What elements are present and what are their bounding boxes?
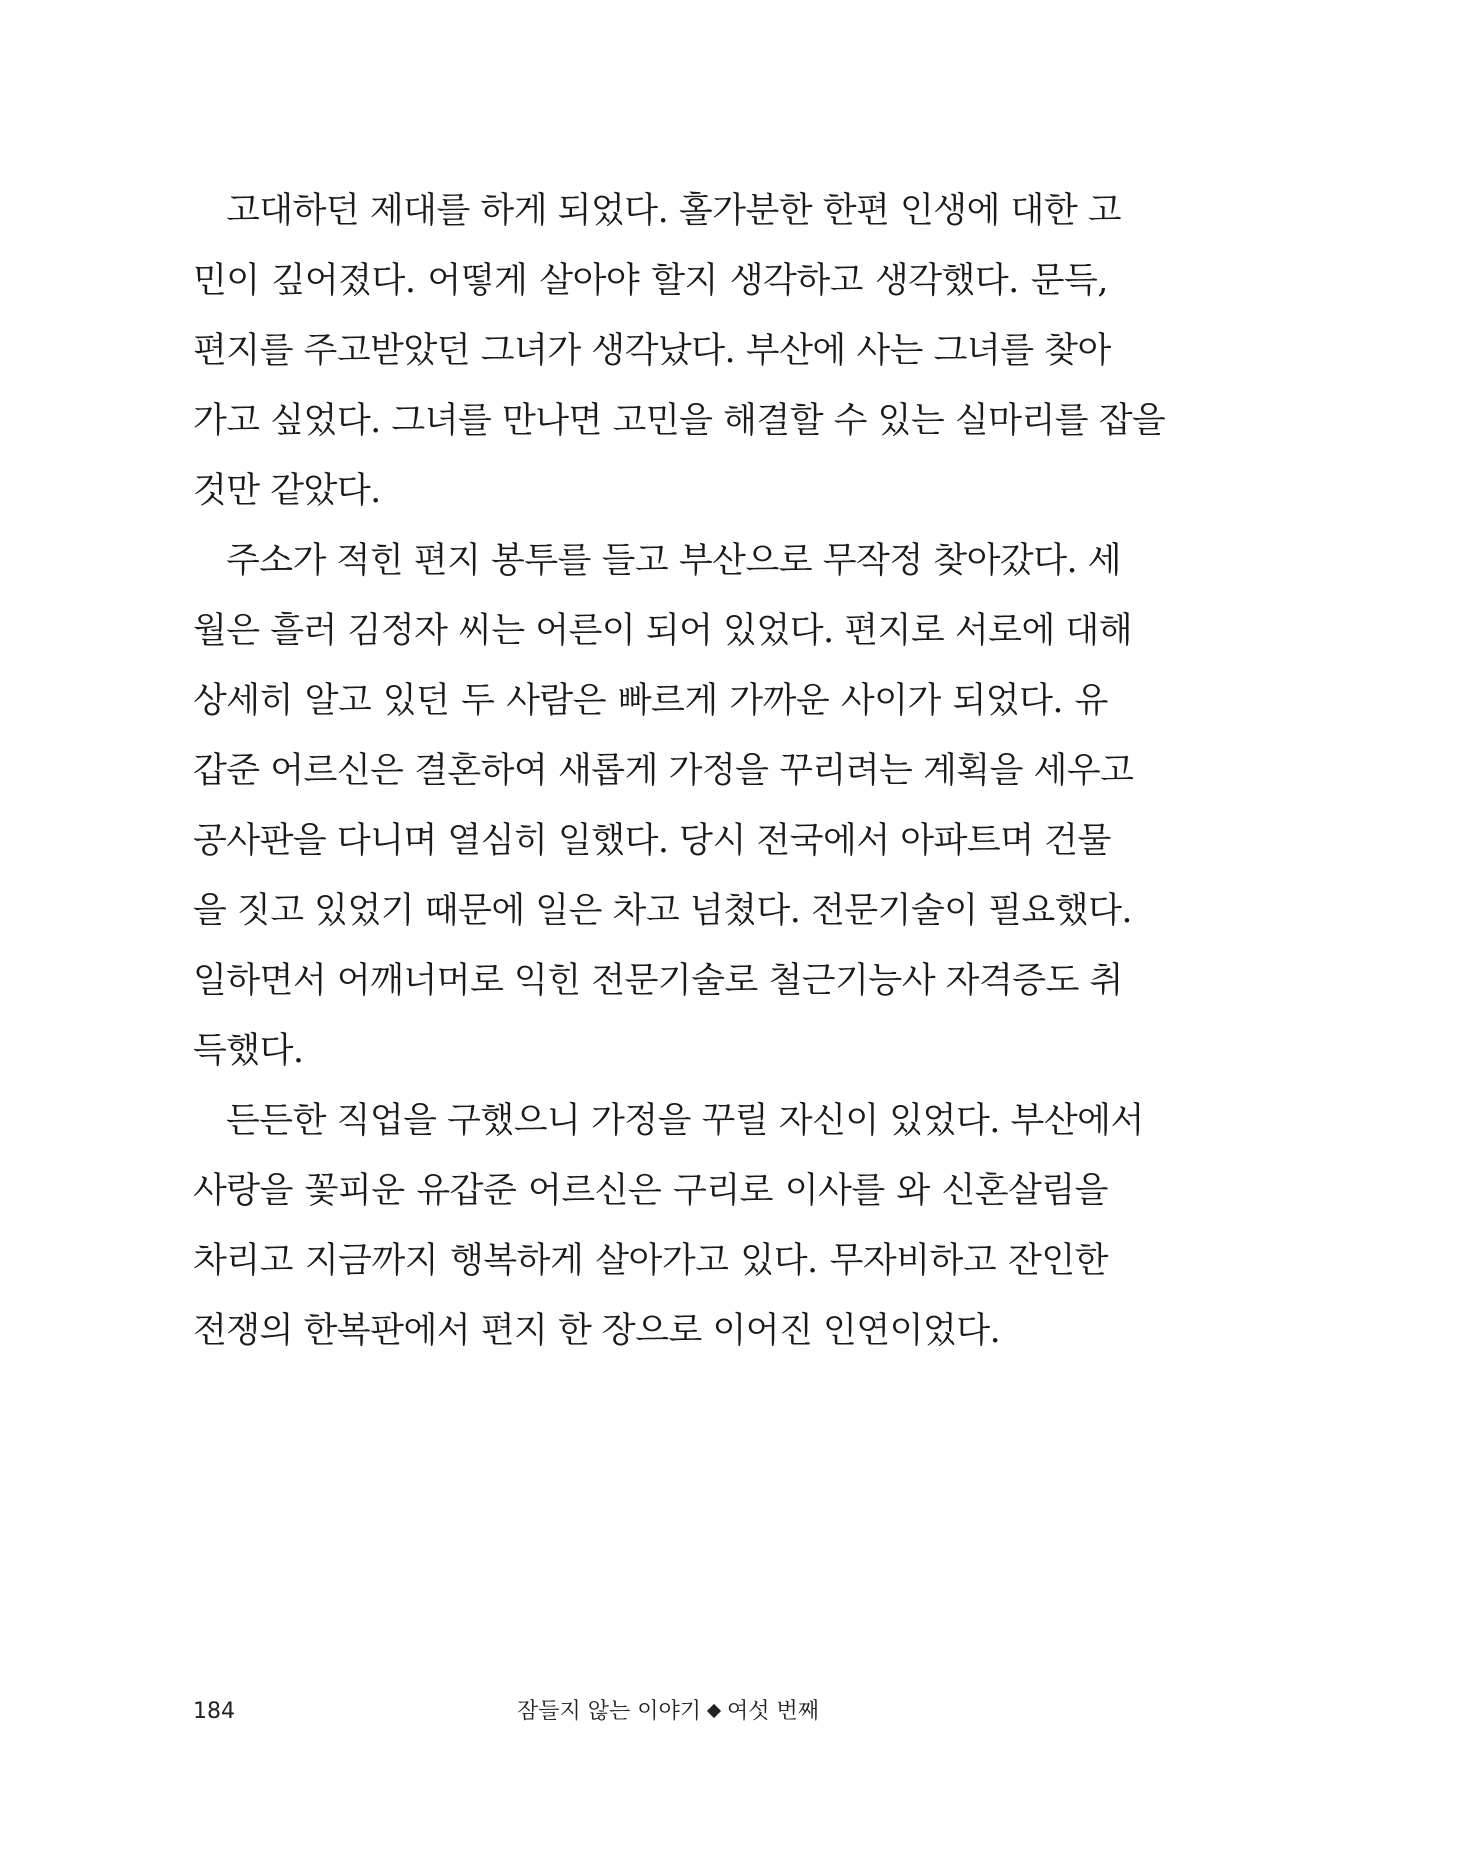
text-line: 월은 흘러 김정자 씨는 어른이 되어 있었다. 편지로 서로에 대해	[193, 611, 1133, 651]
book-title: 잠들지 않는 이야기	[516, 1699, 701, 1724]
diamond-icon	[707, 1704, 721, 1718]
text-line: 전쟁의 한복판에서 편지 한 장으로 이어진 인연이었다.	[193, 1311, 1001, 1351]
text-line: 득했다.	[193, 1031, 304, 1071]
text-line: 것만 같았다.	[193, 471, 381, 511]
text-line: 민이 깊어졌다. 어떻게 살아야 할지 생각하고 생각했다. 문득,	[193, 261, 1108, 301]
text-line: 공사판을 다니며 열심히 일했다. 당시 전국에서 아파트며 건물	[193, 821, 1111, 861]
text-line: 편지를 주고받았던 그녀가 생각났다. 부산에 사는 그녀를 찾아	[193, 331, 1111, 371]
text-line: 사랑을 꽃피운 유갑준 어르신은 구리로 이사를 와 신혼살림을	[193, 1171, 1108, 1211]
text-line: 일하면서 어깨너머로 익힌 전문기술로 철근기능사 자격증도 취	[193, 961, 1123, 1001]
paragraph-2	[193, 526, 1134, 1086]
text-line: 가고 싶었다. 그녀를 만나면 고민을 해결할 수 있는 실마리를 잡을	[193, 401, 1166, 441]
section-label: 여섯 번째	[727, 1699, 820, 1724]
text-line: 상세히 알고 있던 두 사람은 빠르게 가까운 사이가 되었다. 유	[193, 681, 1108, 721]
text-line: 갑준 어르신은 결혼하여 새롭게 가정을 꾸리려는 계획을 세우고	[193, 751, 1134, 791]
paragraph-1	[193, 176, 1166, 526]
text-line: 차리고 지금까지 행복하게 살아가고 있다. 무자비하고 잔인한	[193, 1241, 1108, 1281]
text-line: 고대하던 제대를 하게 되었다. 홀가분한 한편 인생에 대한 고	[226, 191, 1122, 231]
text-line: 든든한 직업을 구했으니 가정을 꾸릴 자신이 있었다. 부산에서	[226, 1101, 1144, 1141]
page-number: 184	[193, 1699, 235, 1724]
text-line: 주소가 적힌 편지 봉투를 들고 부산으로 무작정 찾아갔다. 세	[226, 541, 1122, 581]
text-line: 을 짓고 있었기 때문에 일은 차고 넘쳤다. 전문기술이 필요했다.	[193, 891, 1133, 931]
running-title	[488, 1692, 848, 1732]
body-text	[193, 176, 1166, 1366]
paragraph-3	[193, 1086, 1144, 1366]
